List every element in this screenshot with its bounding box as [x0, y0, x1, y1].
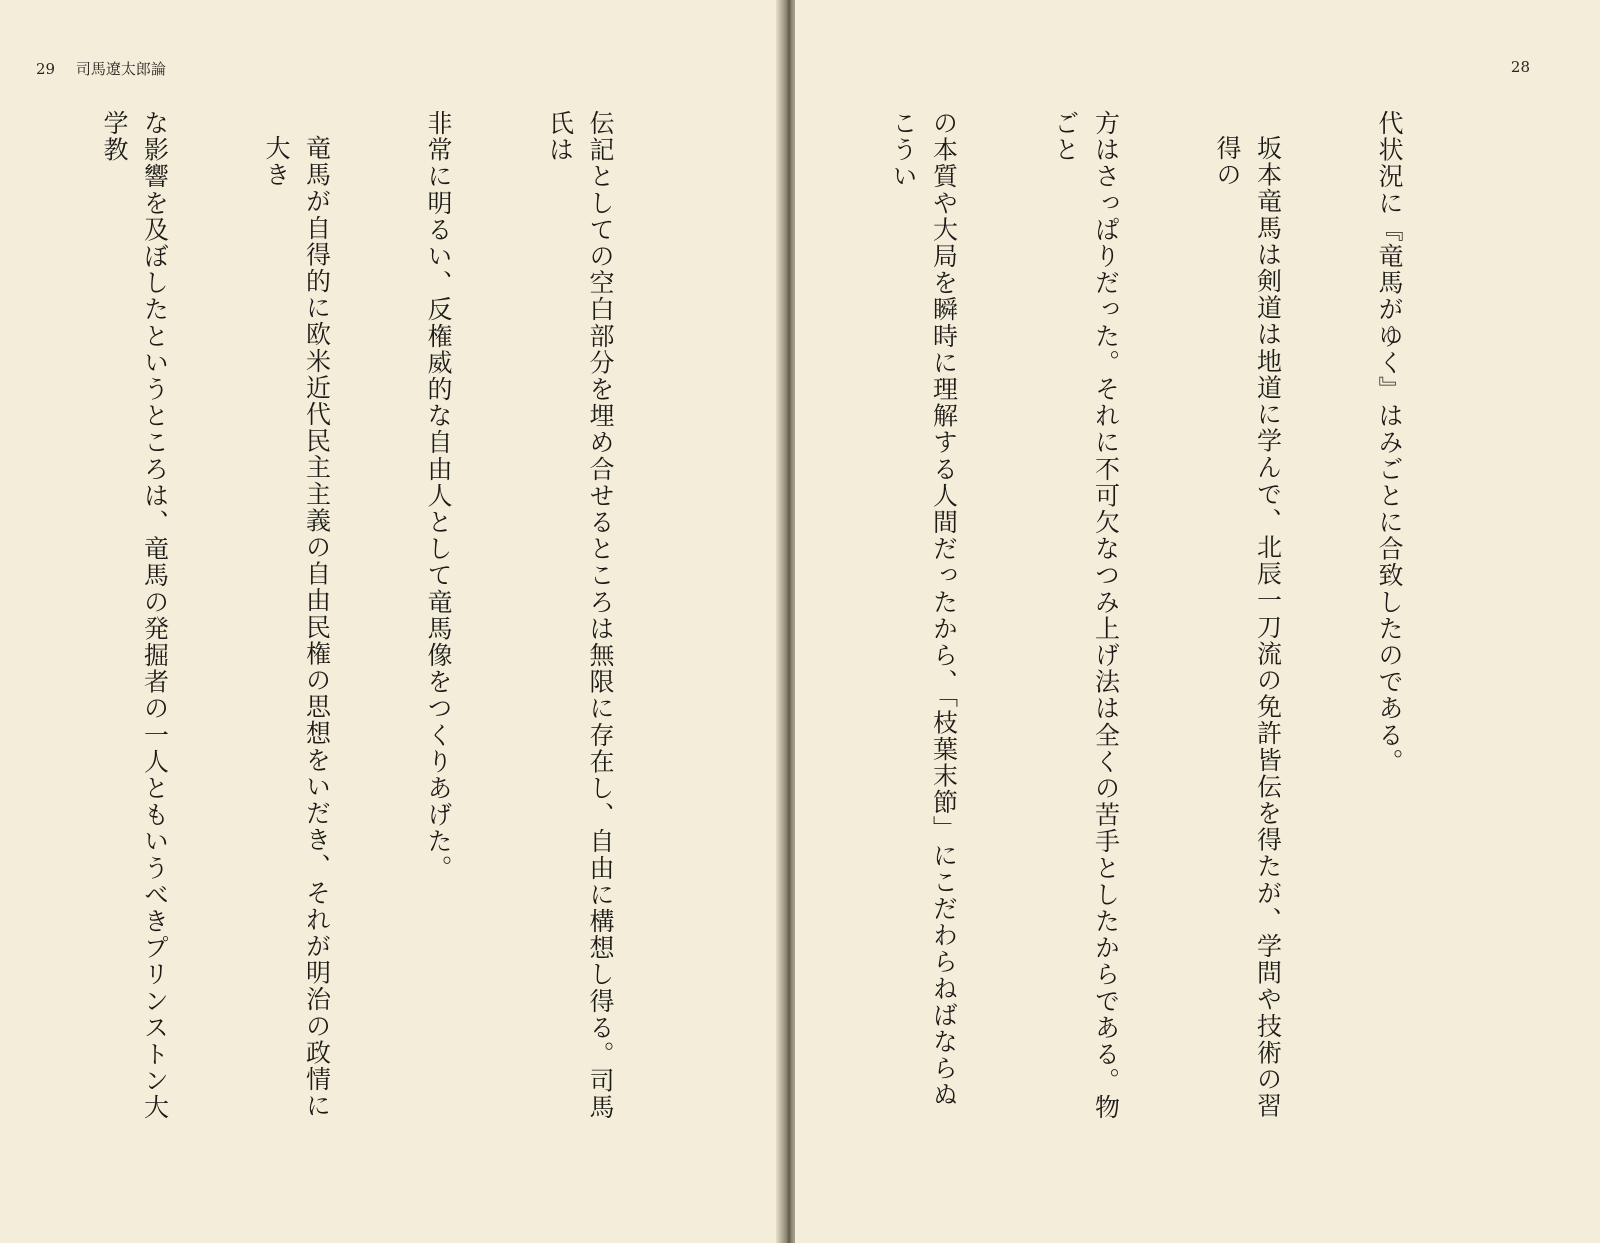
right-page — [795, 0, 1600, 1243]
left-page-number: 29 — [36, 60, 56, 78]
text-line: 非常に明るい、反権威的な自由人として竜馬像をつくりあげた。 — [424, 110, 453, 882]
left-page-header — [36, 58, 166, 79]
right-page-body — [830, 110, 1490, 1130]
left-page-body — [41, 110, 701, 1130]
text-line: 方はさっぱりだった。それに不可欠なつみ上げ法は全くの苦手としたからである。物ごと — [1051, 110, 1121, 1121]
text-line: 竜馬が自得的に欧米近代民主主義の自由民権の思想をいだき、それが明治の政情に大き — [262, 135, 332, 1120]
text-line: 伝記としての空白部分を埋め合せるところは無限に存在し、自由に構想し得る。司馬氏は — [545, 110, 615, 1121]
left-page — [0, 0, 787, 1243]
right-page-header — [1511, 58, 1530, 76]
text-line: 代状況に『竜馬がゆく』はみごとに合致したのである。 — [1375, 110, 1404, 775]
right-page-number: 28 — [1510, 58, 1530, 76]
running-title: 司馬遼太郎論 — [75, 60, 166, 78]
text-line: な影響を及ぼしたというところは、竜馬の発掘者の一人ともいうべきプリンストン大学教 — [100, 110, 170, 1121]
text-line: の本質や大局を瞬時に理解する人間だったから、「枝葉末節」にこだわらねばならぬこうい — [889, 110, 959, 1109]
text-line: 坂本竜馬は剣道は地道に学んで、北辰一刀流の免許皆伝を得たが、学問や技術の習得の — [1213, 135, 1283, 1120]
